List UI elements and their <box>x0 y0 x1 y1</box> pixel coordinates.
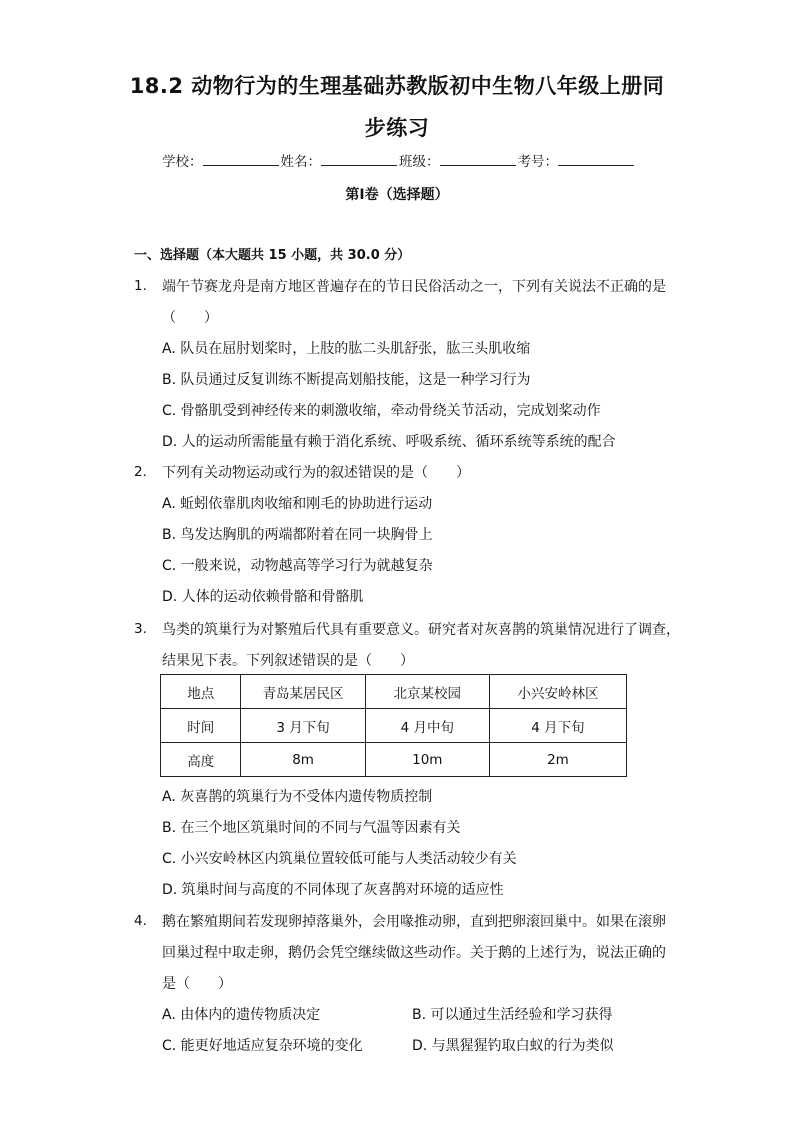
table-cell: 地点 <box>161 675 241 709</box>
student-info-row <box>162 150 642 170</box>
question-number: 2. <box>134 464 147 480</box>
document-title-line1: 18.2 动物行为的生理基础苏教版初中生物八年级上册同 <box>129 74 665 98</box>
school-label: 学校： <box>162 154 203 170</box>
volume-title: 第I卷（选择题） <box>345 187 449 203</box>
answer-option: C. 骨骼肌受到神经传来的刺激收缩，牵动骨绕关节活动，完成划桨动作 <box>162 403 601 419</box>
question-text-line: 端午节赛龙舟是南方地区普遍存在的节日民俗活动之一，下列有关说法不正确的是 <box>162 279 666 295</box>
table-cell: 青岛某居民区 <box>241 675 365 709</box>
table-cell: 8m <box>241 743 365 777</box>
name-label: 姓名： <box>280 154 321 170</box>
answer-option: A. 队员在屈肘划桨时，上肢的肱二头肌舒张，肱三头肌收缩 <box>162 341 531 357</box>
answer-option: D. 筑巢时间与高度的不同体现了灰喜鹊对环境的适应性 <box>162 882 504 898</box>
table-row <box>161 743 627 777</box>
name-blank[interactable] <box>321 153 397 166</box>
question-number: 1. <box>134 278 147 294</box>
answer-option: A. 蚯蚓依靠肌肉收缩和刚毛的协助进行运动 <box>162 496 433 512</box>
table-cell: 高度 <box>161 743 241 777</box>
answer-option: B. 鸟发达胸肌的两端都附着在同一块胸骨上 <box>162 527 433 543</box>
question-number: 4. <box>134 913 147 929</box>
answer-option: D. 人的运动所需能量有赖于消化系统、呼吸系统、循环系统等系统的配合 <box>162 434 616 450</box>
question-text-line: （ ） <box>162 310 218 326</box>
class-blank[interactable] <box>440 153 516 166</box>
answer-option: B. 可以通过生活经验和学习获得 <box>412 1007 613 1023</box>
table-cell: 2m <box>489 743 626 777</box>
nesting-survey-table <box>160 674 627 777</box>
answer-option: C. 一般来说，动物越高等学习行为就越复杂 <box>162 558 433 574</box>
question-text-line: 鹅在繁殖期间若发现卵掉落巢外，会用喙推动卵，直到把卵滚回巢中。如果在滚卵 <box>162 914 666 930</box>
question-text-line: 回巢过程中取走卵，鹅仍会凭空继续做这些动作。关于鹅的上述行为，说法正确的 <box>162 945 666 961</box>
question-number: 3. <box>134 621 147 637</box>
class-label: 班级： <box>399 154 440 170</box>
answer-option: B. 在三个地区筑巢时间的不同与气温等因素有关 <box>162 820 461 836</box>
question-text-line: 鸟类的筑巢行为对繁殖后代具有重要意义。研究者对灰喜鹊的筑巢情况进行了调查， <box>162 622 680 638</box>
table-cell: 小兴安岭林区 <box>489 675 626 709</box>
exam-number-label: 考号： <box>517 154 558 170</box>
question-text-line: 下列有关动物运动或行为的叙述错误的是（ ） <box>162 465 470 481</box>
table-cell: 10m <box>365 743 489 777</box>
table-row <box>161 675 627 709</box>
document-title-line2: 步练习 <box>364 116 430 140</box>
table-cell: 4 月下旬 <box>489 709 626 743</box>
table-cell: 3 月下旬 <box>241 709 365 743</box>
table-cell: 4 月中旬 <box>365 709 489 743</box>
answer-option: A. 由体内的遗传物质决定 <box>162 1007 321 1023</box>
answer-option: A. 灰喜鹊的筑巢行为不受体内遗传物质控制 <box>162 789 433 805</box>
school-blank[interactable] <box>203 153 279 166</box>
table-cell: 时间 <box>161 709 241 743</box>
question-text-line: 是（ ） <box>162 976 232 992</box>
section-heading: 一、选择题（本大题共 15 小题，共 30.0 分） <box>134 248 411 263</box>
table-row <box>161 709 627 743</box>
answer-option: C. 能更好地适应复杂环境的变化 <box>162 1038 363 1054</box>
answer-option: D. 人体的运动依赖骨骼和骨骼肌 <box>162 589 364 605</box>
exam-number-blank[interactable] <box>558 153 634 166</box>
answer-option: D. 与黑猩猩钓取白蚁的行为类似 <box>412 1038 614 1054</box>
table-cell: 北京某校园 <box>365 675 489 709</box>
answer-option: B. 队员通过反复训练不断提高划船技能，这是一种学习行为 <box>162 372 531 388</box>
question-text-line: 结果见下表。下列叙述错误的是（ ） <box>162 653 414 669</box>
answer-option: C. 小兴安岭林区内筑巢位置较低可能与人类活动较少有关 <box>162 851 517 867</box>
